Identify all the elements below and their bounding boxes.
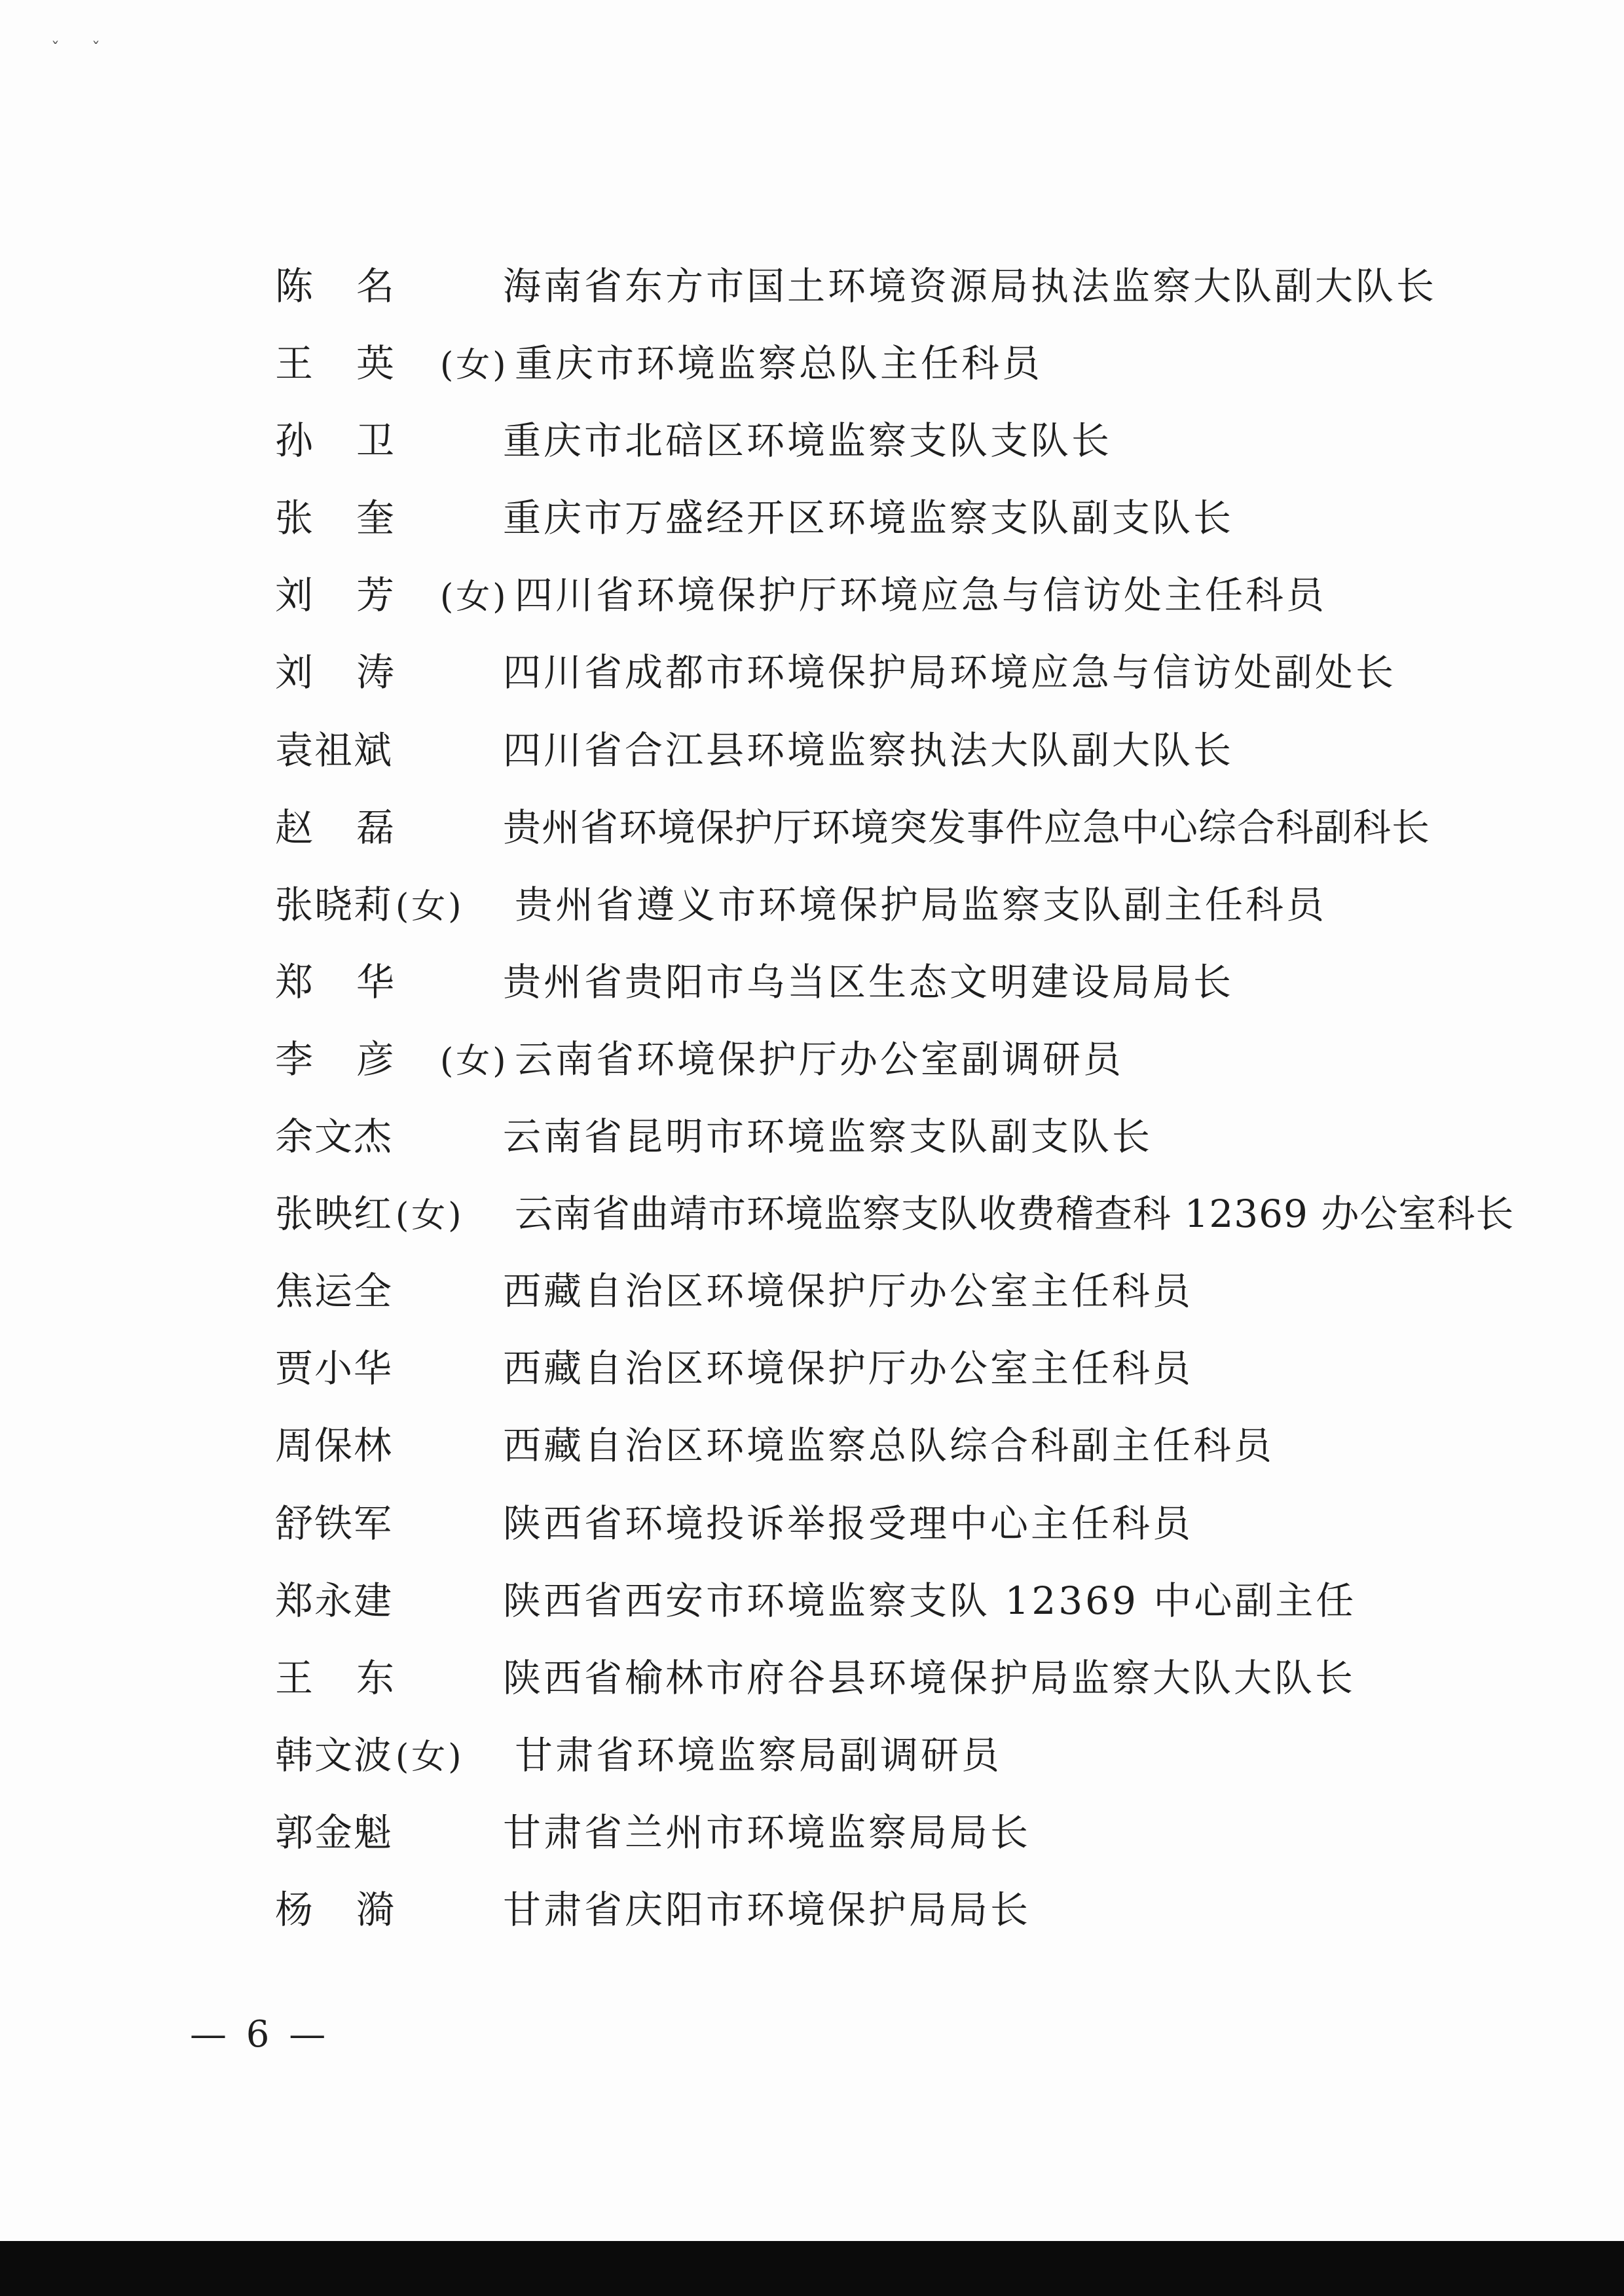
person-name: 赵磊 xyxy=(275,805,438,850)
person-gender: (女) xyxy=(396,886,464,926)
person-organization: 重庆市北碚区环境监察支队支队长 xyxy=(503,418,1113,464)
person-name-group xyxy=(275,1030,509,1091)
person-name-group xyxy=(275,875,464,936)
scan-mark: ˇ xyxy=(51,39,60,59)
person-organization: 贵州省遵义市环境保护局监察支队副主任科员 xyxy=(515,882,1327,927)
person-name-group xyxy=(275,566,509,627)
person-name: 舒铁军 xyxy=(275,1501,394,1546)
person-organization: 海南省东方市国土环境资源局执法监察大队副大队长 xyxy=(503,264,1437,308)
person-name: 韩文波 xyxy=(275,1732,394,1777)
person-name: 刘芳 xyxy=(275,573,438,618)
person-organization: 陕西省西安市环境监察支队 12369 中心副主任 xyxy=(503,1578,1357,1623)
list-item xyxy=(0,411,1624,488)
person-organization: 云南省曲靖市环境监察支队收费稽查科 12369 办公室科长 xyxy=(515,1192,1515,1237)
person-name: 余文杰 xyxy=(275,1114,394,1159)
person-organization: 陕西省环境投诉举报受理中心主任科员 xyxy=(503,1501,1194,1546)
person-organization: 西藏自治区环境保护厅办公室主任科员 xyxy=(503,1346,1194,1391)
person-name: 贾小华 xyxy=(275,1346,394,1391)
person-name: 刘涛 xyxy=(275,650,438,695)
person-organization: 陕西省榆林市府谷县环境保护局监察大队大队长 xyxy=(503,1655,1356,1700)
list-item xyxy=(0,334,1624,411)
person-organization: 甘肃省环境监察局副调研员 xyxy=(515,1732,1003,1777)
list-item xyxy=(0,798,1624,875)
person-gender: (女) xyxy=(396,1196,464,1236)
list-item xyxy=(0,1184,1624,1262)
person-organization: 西藏自治区环境监察总队综合科副主任科员 xyxy=(503,1423,1275,1468)
person-organization: 四川省成都市环境保护局环境应急与信访处副处长 xyxy=(503,650,1397,695)
page-number: — 6 — xyxy=(190,2013,330,2056)
personnel-list xyxy=(0,257,1624,1958)
list-item xyxy=(0,1803,1624,1880)
list-item xyxy=(0,721,1624,798)
person-name: 李彦 xyxy=(275,1036,438,1082)
list-item xyxy=(0,1339,1624,1416)
list-item xyxy=(0,953,1624,1030)
person-organization: 西藏自治区环境保护厅办公室主任科员 xyxy=(503,1269,1194,1314)
list-item xyxy=(0,643,1624,720)
person-organization: 贵州省环境保护厅环境突发事件应急中心综合科副科长 xyxy=(503,805,1431,850)
person-name: 郑华 xyxy=(275,959,438,1004)
person-name: 周保林 xyxy=(275,1423,394,1468)
list-item xyxy=(0,257,1624,334)
list-item xyxy=(0,1416,1624,1493)
list-item xyxy=(0,1262,1624,1339)
person-name: 张奎 xyxy=(275,496,438,541)
list-item xyxy=(0,1726,1624,1803)
person-name: 王英 xyxy=(275,341,438,386)
person-name-group xyxy=(275,1184,464,1245)
list-item xyxy=(0,875,1624,953)
person-name: 张晓莉 xyxy=(275,882,394,927)
person-organization: 重庆市环境监察总队主任科员 xyxy=(515,341,1043,386)
person-name: 郑永建 xyxy=(275,1578,394,1623)
person-name: 郭金魁 xyxy=(275,1810,394,1855)
list-item xyxy=(0,1494,1624,1571)
person-gender: (女) xyxy=(396,1737,464,1777)
person-name-group xyxy=(275,1726,464,1787)
person-name: 焦运全 xyxy=(275,1269,394,1314)
list-item xyxy=(0,1649,1624,1726)
person-name: 张映红 xyxy=(275,1192,394,1237)
person-name: 杨漪 xyxy=(275,1887,438,1932)
person-name-group xyxy=(275,334,509,395)
list-item xyxy=(0,1030,1624,1107)
person-organization: 重庆市万盛经开区环境监察支队副支队长 xyxy=(503,496,1234,541)
person-organization: 云南省昆明市环境监察支队副支队长 xyxy=(503,1114,1153,1159)
list-item xyxy=(0,1571,1624,1649)
person-gender: (女) xyxy=(440,346,509,386)
person-name: 陈名 xyxy=(275,264,438,308)
person-organization: 四川省合江县环境监察执法大队副大队长 xyxy=(503,727,1234,773)
person-name: 王东 xyxy=(275,1655,438,1700)
person-name: 袁祖斌 xyxy=(275,727,394,773)
list-item xyxy=(0,566,1624,643)
person-gender: (女) xyxy=(440,1041,509,1081)
person-name: 孙卫 xyxy=(275,418,438,464)
person-organization: 云南省环境保护厅办公室副调研员 xyxy=(515,1036,1124,1082)
scan-border xyxy=(0,2241,1624,2296)
person-organization: 贵州省贵阳市乌当区生态文明建设局局长 xyxy=(503,959,1234,1004)
person-gender: (女) xyxy=(440,577,509,617)
list-item xyxy=(0,488,1624,566)
scan-mark: ˇ xyxy=(92,39,100,59)
list-item xyxy=(0,1107,1624,1184)
person-organization: 四川省环境保护厅环境应急与信访处主任科员 xyxy=(515,573,1327,618)
person-organization: 甘肃省庆阳市环境保护局局长 xyxy=(503,1887,1031,1932)
list-item xyxy=(0,1880,1624,1958)
person-organization: 甘肃省兰州市环境监察局局长 xyxy=(503,1810,1031,1855)
